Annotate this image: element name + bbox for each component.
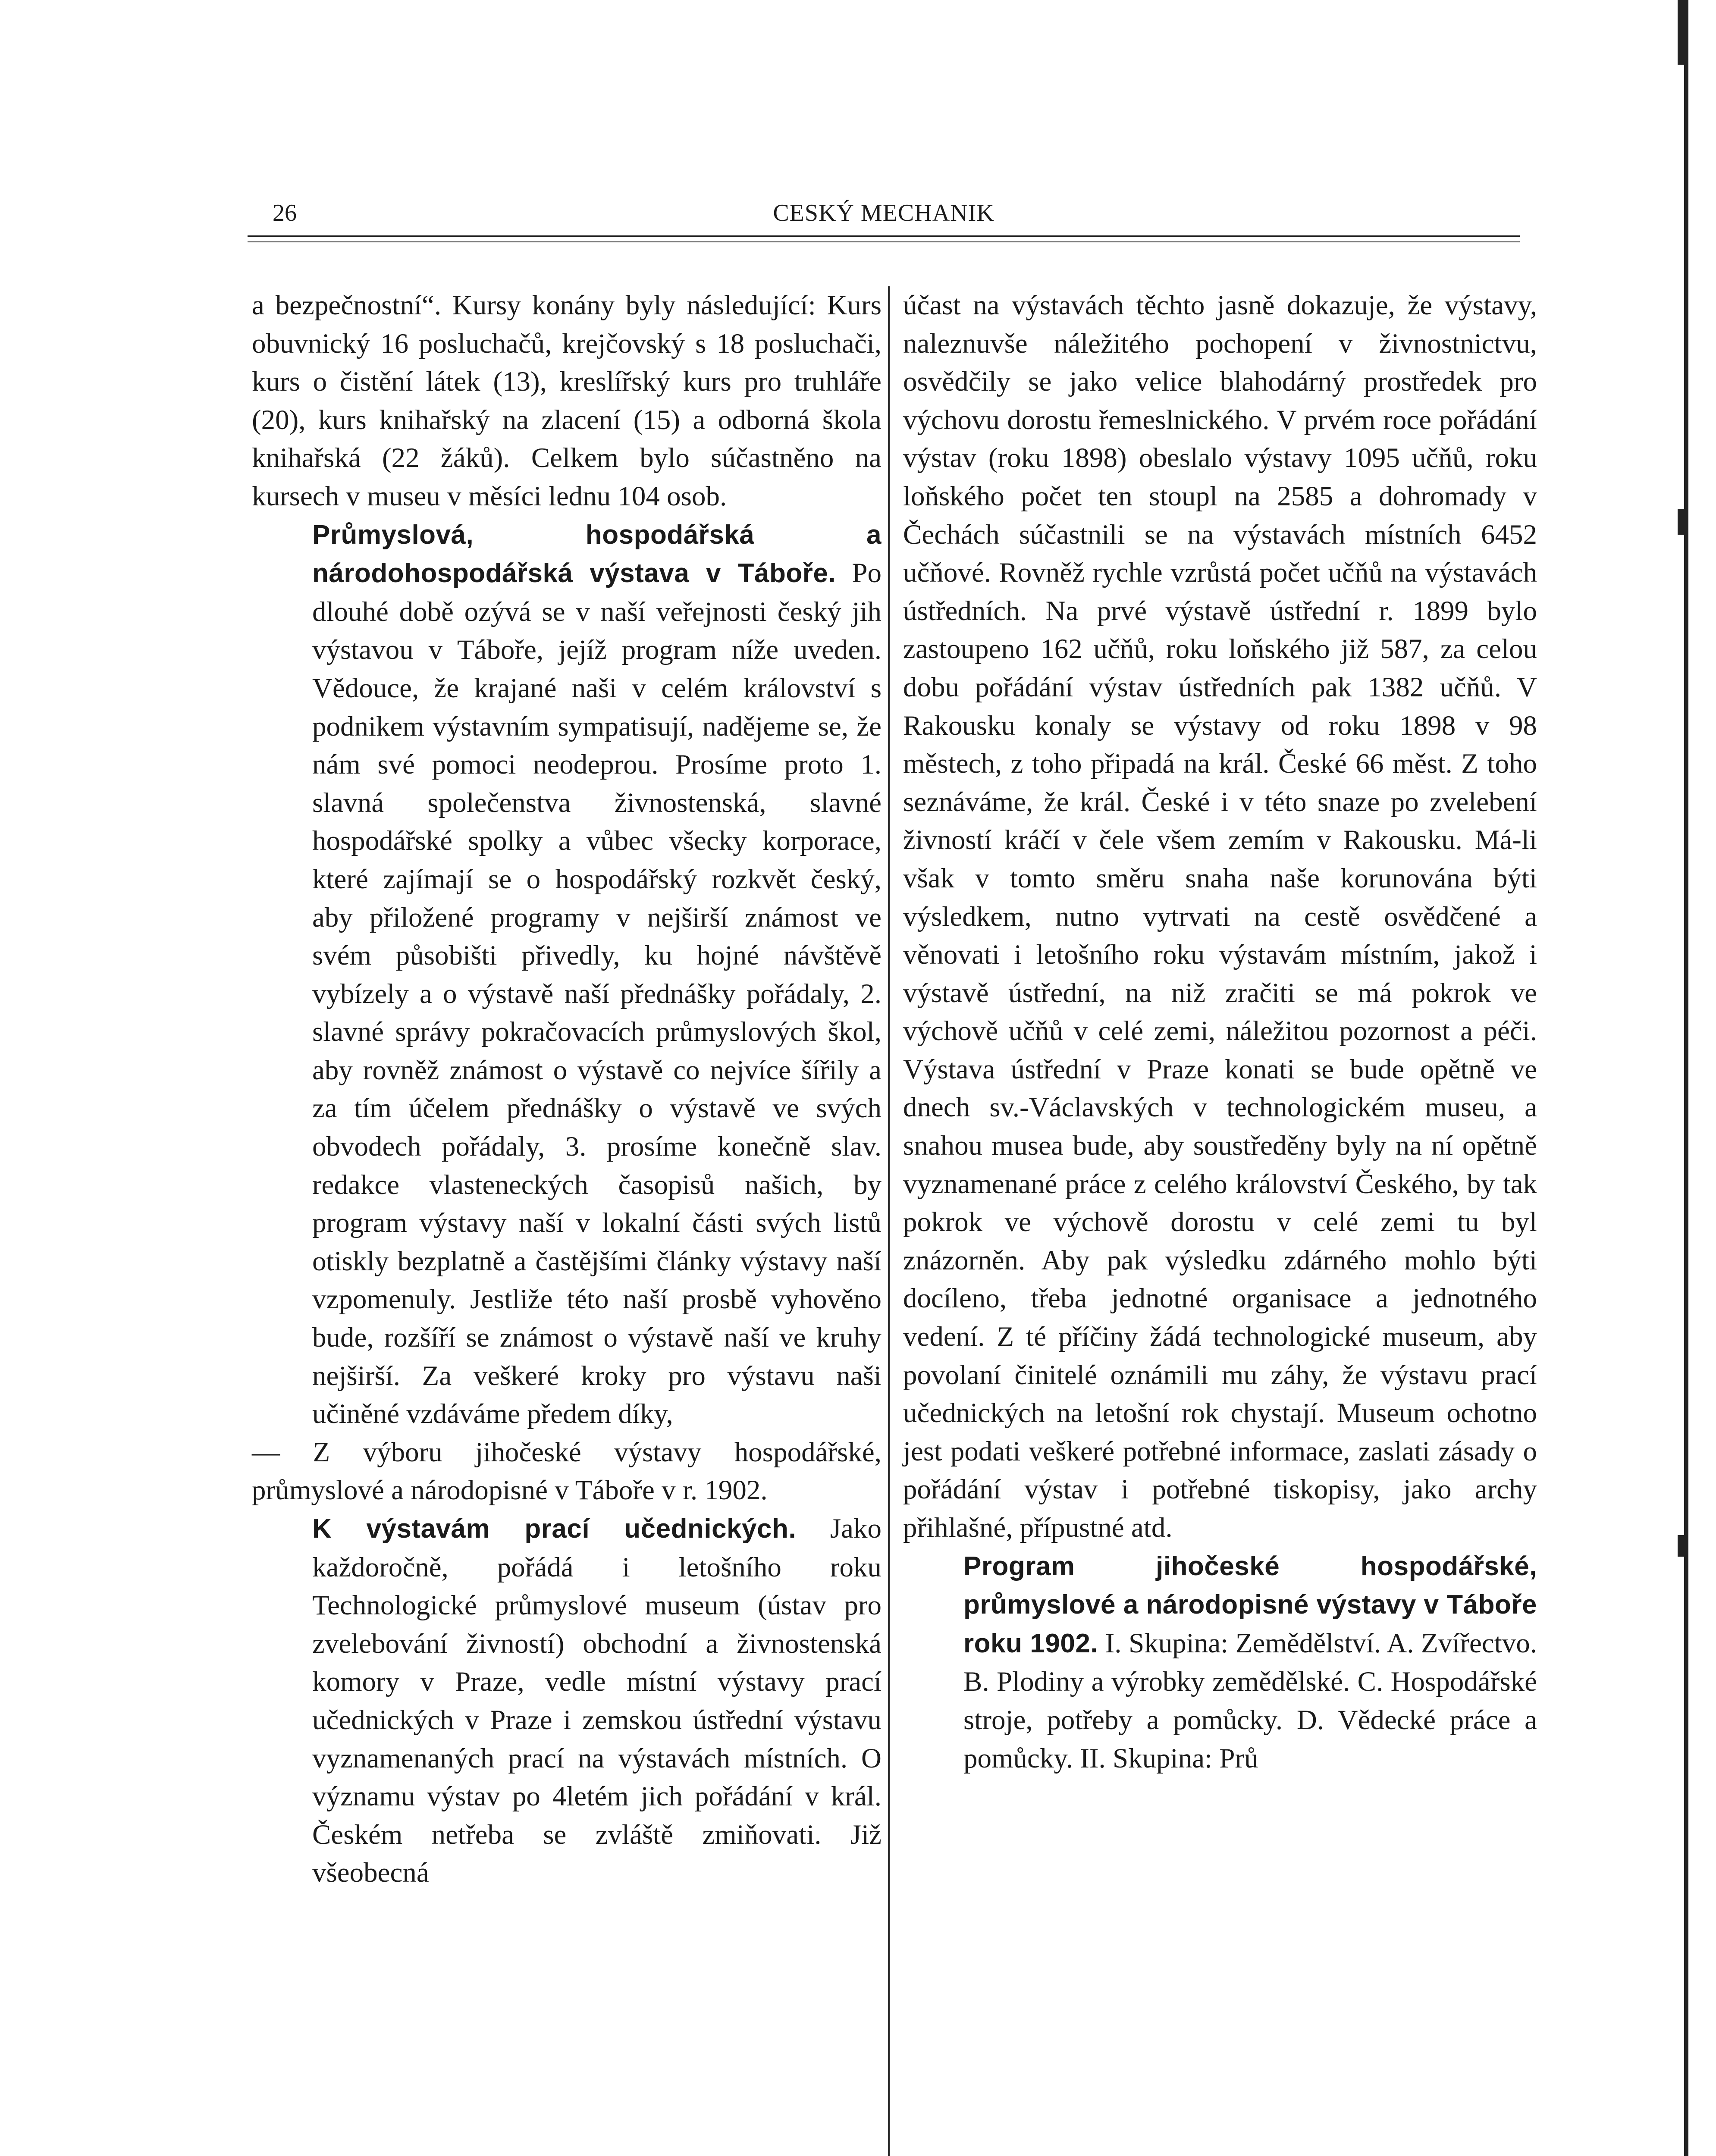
column-divider: [888, 286, 890, 2156]
section-heading: K výstavám prací učednických.: [312, 1514, 797, 1544]
paragraph: — Z výboru jihočeské výstavy hospodářské, průmyslové a národopisné v Táboře v r. 1902.: [252, 1436, 882, 1506]
page-header: [248, 199, 1520, 234]
left-column: [252, 286, 882, 1892]
paragraph: a bezpečnostní“. Kursy konány byly následující: Kurs obuvnický 16 posluchačů, krejčovský s 18 posluchači, kurs o čistění látek (13), kreslířský kurs pro truhláře (20), kurs knihařský na zlacení (15) a odborná škola knihařská (22 žáků). Celkem bylo súčastněno na kursech v museu v měsíci lednu 104 osob.: [252, 290, 882, 512]
paragraph: Program jihočeské hospodářské, průmyslové a národopisné výstavy v Táboře roku 1902. I. Skupina: Zemědělství. A. Zvířectvo. B. Plodiny a výrobky zemědělské. C. Hospodářské stroje, potřeby a pomůcky. D. Vědecké práce a pomůcky. II. Skupina: Prů: [963, 1551, 1537, 1774]
page-number: 26: [273, 200, 297, 226]
section-heading: Program jihočeské hospodářské, průmyslové a národopisné výstavy v Táboře roku 1902.: [963, 1551, 1537, 1658]
edge-mark: [1678, 1535, 1685, 1557]
section-heading: Průmyslová, hospodářská a národohospodářská výstava v Táboře.: [312, 520, 882, 589]
header-rule-thin: [248, 241, 1520, 242]
page-edge: [1684, 0, 1688, 2156]
paragraph: účast na výstavách těchto jasně dokazuje, že výstavy, naleznuvše náležitého pochopení v živnostnictvu, osvědčily se jako velice blahodárný prostředek pro výchovu dorostu řemeslnického. V prvém roce pořádání výstav (roku 1898) obeslalo výstavy 1095 učňů, roku loňského počet ten stoupl na 2585 a dohromady v Čechách súčastnili se na výstavách místních 6452 učňové. Rovněž rychle vzrůstá počet učňů na výstavách ústředních. Na prvé výstavě ústřední r. 1899 bylo zastoupeno 162 učňů, roku loňského již 587, za celou dobu pořádání výstav ústředních pak 1382 učňů. V Rakousku konaly se výstavy od roku 1898 v 98 městech, z toho připadá na král. České 66 měst. Z toho seznáváme, že král. České i v této snaze po zvelebení živností kráčí v čele všem zemím v Rakousku. Má-li však v tomto směru snaha naše korunována býti výsledkem, nutno vytrvati na cestě osvědčené a věnovati i letošního roku výstavám místním, jakož i výstavě ústřední, na niž zračiti se má pokrok ve výchově učňů v celé zemi, náležitou pozornost a péči. Výstava ústřední v Praze konati se bude opětně ve dnech sv.-Václavských v technologickém museu, a snahou musea bude, aby soustředěny byly na ní opětně vyznamenané práce z celého království Českého, by tak pokrok ve výchově dorostu v celé zemi tu byl znázorněn. Aby pak výsledku zdárného mohlo býti docíleno, třeba jednotné organisace a jednotného vedení. Z té příčiny žádá technologické museum, aby povolaní činitelé oznámili mu záhy, že výstavu prací učednických na letošní rok chystají. Museum ochotno jest podati veškeré potřebné informace, zaslati zásady o pořádání výstav i potřebné tiskopisy, jako archy přihlašné, přípustné atd.: [903, 290, 1537, 1543]
paragraph: Průmyslová, hospodářská a národohospodářská výstava v Táboře. Po dlouhé době ozývá se v naší veřejnosti český jih výstavou v Táboře, jejíž program níže uveden. Vědouce, že krajané naši v celém království s podnikem výstavním sympatisují, nadějeme se, že nám své pomoci neodeprou. Prosíme proto 1. slavná společenstva živnostenská, slavné hospodářské spolky a vůbec všecky korporace, které zajímají se o hospodářský rozkvět český, aby přiložené programy v nejširší známost ve svém působišti přivedly, ku hojné návštěvě vybízely a o výstavě naší přednášky pořádaly, 2. slavné správy pokračovacích průmyslových škol, aby rovněž známost o výstavě co nejvíce šířily a za tím účelem přednášky o výstavě ve svých obvodech pořádaly, 3. prosíme konečně slav. redakce vlasteneckých časopisů našich, by program výstavy naší v lokalní části svých listů otiskly bezplatně a častějšími články výstavy naší vzpomenuly. Jestliže této naší prosbě vyhověno bude, rozšíří se známost o výstavě naší ve kruhy nejširší. Za veškeré kroky pro výstavu naši učiněné vzdáváme předem díky,: [312, 520, 882, 1430]
paragraph: K výstavám prací učednických. Jako každoročně, pořádá i letošního roku Technologické průmyslové museum (ústav pro zvelebování živností) obchodní a živnostenská komory v Praze, vedle místní výstavy prací učednických v Praze i zemskou ústřední výstavu vyznamenaných prací na výstavách místních. O významu výstav po 4letém jich pořádání v král. Českém netřeba se zvláště zmiňovati. Již všeobecná: [312, 1513, 882, 1889]
header-rule: [248, 235, 1520, 237]
edge-mark: [1678, 509, 1685, 535]
edge-mark: [1678, 0, 1685, 65]
right-column: [903, 286, 1537, 1777]
running-title: CESKÝ MECHANIK: [773, 200, 994, 226]
